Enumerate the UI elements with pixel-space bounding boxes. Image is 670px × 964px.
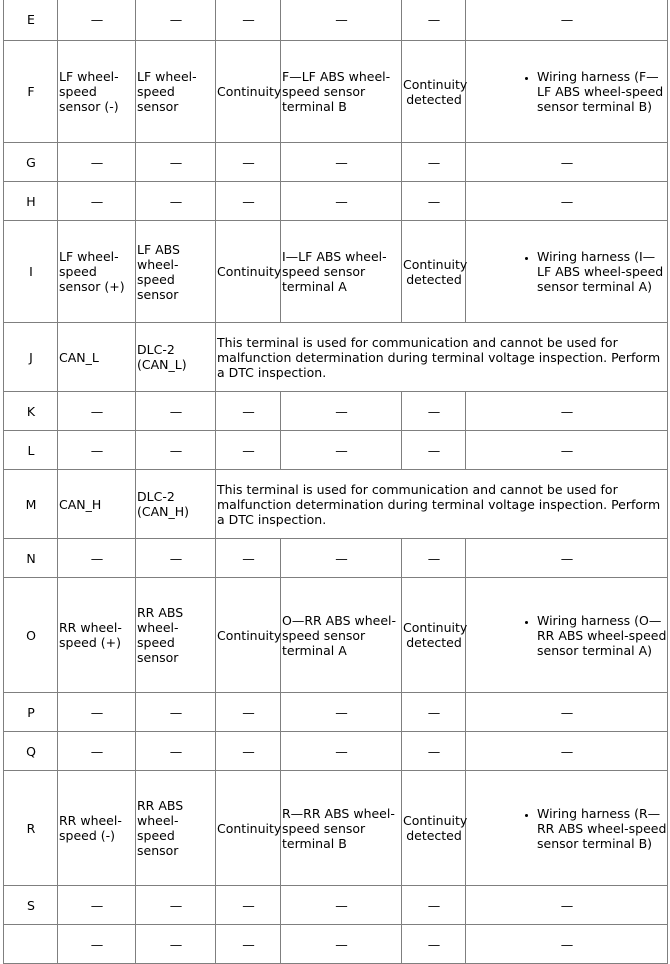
dash-cell: — (281, 732, 402, 771)
terminal-inspection-table (3, 0, 668, 964)
dash-cell: — (402, 182, 466, 221)
dash-cell: — (136, 182, 216, 221)
connected-to-cell: DLC-2 (CAN_H) (136, 470, 216, 539)
terminal-cell: I (4, 221, 58, 323)
test-item-cell: Continuity (216, 771, 281, 886)
connected-to-cell: LF wheel-speed sensor (136, 41, 216, 143)
connected-to-cell: DLC-2 (CAN_L) (136, 323, 216, 392)
dash-cell: — (136, 431, 216, 470)
table-row (4, 221, 668, 323)
dash-cell: — (58, 392, 136, 431)
dash-cell: — (466, 886, 668, 925)
dash-cell: — (281, 431, 402, 470)
dash-cell: — (402, 732, 466, 771)
terminal-cell: H (4, 182, 58, 221)
dash-cell: — (466, 431, 668, 470)
signal-cell: CAN_L (58, 323, 136, 392)
dash-cell: — (58, 182, 136, 221)
table-row (4, 693, 668, 732)
measurement-item-cell: O—RR ABS wheel-speed sensor terminal A (281, 578, 402, 693)
dash-cell: — (216, 886, 281, 925)
dash-cell: — (136, 0, 216, 41)
signal-cell: RR wheel-speed (+) (58, 578, 136, 693)
table-row (4, 732, 668, 771)
dash-cell: — (216, 392, 281, 431)
dash-cell: — (402, 886, 466, 925)
dash-cell: — (466, 143, 668, 182)
dash-cell: — (466, 392, 668, 431)
table-row (4, 925, 668, 964)
dash-cell: — (466, 539, 668, 578)
dash-cell: — (136, 693, 216, 732)
dash-cell: — (136, 732, 216, 771)
inspection-list (467, 249, 667, 294)
dash-cell: — (281, 143, 402, 182)
dash-cell: — (402, 539, 466, 578)
dash-cell: — (466, 925, 668, 964)
inspection-item: • Wiring harness (I—LF ABS wheel-speed sensor terminal A) (537, 249, 667, 294)
measurement-item-cell: I—LF ABS wheel-speed sensor terminal A (281, 221, 402, 323)
dash-cell: — (136, 539, 216, 578)
table-row (4, 539, 668, 578)
table-row (4, 470, 668, 539)
inspection-cell (466, 41, 668, 143)
inspection-item: • Wiring harness (O—RR ABS wheel-speed sensor terminal A) (537, 613, 667, 658)
inspection-item: • Wiring harness (F—LF ABS wheel-speed sensor terminal B) (537, 69, 667, 114)
test-item-cell: Continuity (216, 578, 281, 693)
terminal-cell: E (4, 0, 58, 41)
dash-cell: — (402, 693, 466, 732)
inspection-list (467, 806, 667, 851)
dash-cell: — (466, 693, 668, 732)
dash-cell: — (216, 539, 281, 578)
table-row (4, 182, 668, 221)
measurement-item-cell: R—RR ABS wheel-speed sensor terminal B (281, 771, 402, 886)
table-row (4, 392, 668, 431)
dash-cell: — (216, 143, 281, 182)
dash-cell: — (216, 0, 281, 41)
terminal-cell: R (4, 771, 58, 886)
inspection-list (467, 613, 667, 658)
signal-cell: LF wheel-speed sensor (-) (58, 41, 136, 143)
terminal-cell: S (4, 886, 58, 925)
note-cell: This terminal is used for communication and cannot be used for malfunction determination during terminal voltage inspection. Perform a DTC inspection. (216, 470, 668, 539)
signal-cell: LF wheel-speed sensor (+) (58, 221, 136, 323)
dash-cell: — (281, 886, 402, 925)
dash-cell: — (466, 182, 668, 221)
terminal-cell: K (4, 392, 58, 431)
dash-cell: — (216, 182, 281, 221)
signal-cell: RR wheel-speed (-) (58, 771, 136, 886)
dash-cell: — (58, 0, 136, 41)
connected-to-cell: LF ABS wheel-speed sensor (136, 221, 216, 323)
connected-to-cell: RR ABS wheel-speed sensor (136, 578, 216, 693)
dash-cell: — (216, 925, 281, 964)
dash-cell: — (58, 539, 136, 578)
terminal-cell: F (4, 41, 58, 143)
terminal-cell: J (4, 323, 58, 392)
dash-cell: — (402, 431, 466, 470)
table-row (4, 431, 668, 470)
dash-cell: — (281, 925, 402, 964)
table-row (4, 771, 668, 886)
signal-cell: CAN_H (58, 470, 136, 539)
dash-cell: — (466, 0, 668, 41)
dash-cell: — (281, 0, 402, 41)
inspection-item: • Wiring harness (R—RR ABS wheel-speed sensor terminal B) (537, 806, 667, 851)
table-row (4, 886, 668, 925)
table-row (4, 143, 668, 182)
terminal-cell: L (4, 431, 58, 470)
dash-cell: — (216, 732, 281, 771)
dash-cell: — (281, 539, 402, 578)
dash-cell: — (58, 431, 136, 470)
test-item-cell: Continuity (216, 41, 281, 143)
inspection-cell (466, 578, 668, 693)
terminal-cell: P (4, 693, 58, 732)
test-item-cell: Continuity (216, 221, 281, 323)
terminal-cell: M (4, 470, 58, 539)
dash-cell: — (402, 925, 466, 964)
dash-cell: — (58, 925, 136, 964)
standard-cell: Continuity detected (402, 578, 466, 693)
dash-cell: — (281, 182, 402, 221)
measurement-item-cell: F—LF ABS wheel-speed sensor terminal B (281, 41, 402, 143)
inspection-cell (466, 771, 668, 886)
standard-cell: Continuity detected (402, 771, 466, 886)
terminal-cell: G (4, 143, 58, 182)
table-row (4, 323, 668, 392)
inspection-cell (466, 221, 668, 323)
terminal-cell (4, 925, 58, 964)
dash-cell: — (466, 732, 668, 771)
dash-cell: — (216, 431, 281, 470)
dash-cell: — (58, 143, 136, 182)
note-cell: This terminal is used for communication and cannot be used for malfunction determination during terminal voltage inspection. Perform a DTC inspection. (216, 323, 668, 392)
table-row (4, 41, 668, 143)
terminal-cell: O (4, 578, 58, 693)
table-body (4, 0, 668, 964)
table-row (4, 0, 668, 41)
dash-cell: — (136, 392, 216, 431)
connected-to-cell: RR ABS wheel-speed sensor (136, 771, 216, 886)
dash-cell: — (402, 143, 466, 182)
terminal-cell: N (4, 539, 58, 578)
inspection-list (467, 69, 667, 114)
dash-cell: — (281, 392, 402, 431)
dash-cell: — (136, 143, 216, 182)
dash-cell: — (58, 693, 136, 732)
dash-cell: — (136, 886, 216, 925)
dash-cell: — (281, 693, 402, 732)
dash-cell: — (402, 0, 466, 41)
dash-cell: — (402, 392, 466, 431)
dash-cell: — (58, 732, 136, 771)
standard-cell: Continuity detected (402, 221, 466, 323)
standard-cell: Continuity detected (402, 41, 466, 143)
table-row (4, 578, 668, 693)
dash-cell: — (136, 925, 216, 964)
dash-cell: — (58, 886, 136, 925)
dash-cell: — (216, 693, 281, 732)
terminal-cell: Q (4, 732, 58, 771)
